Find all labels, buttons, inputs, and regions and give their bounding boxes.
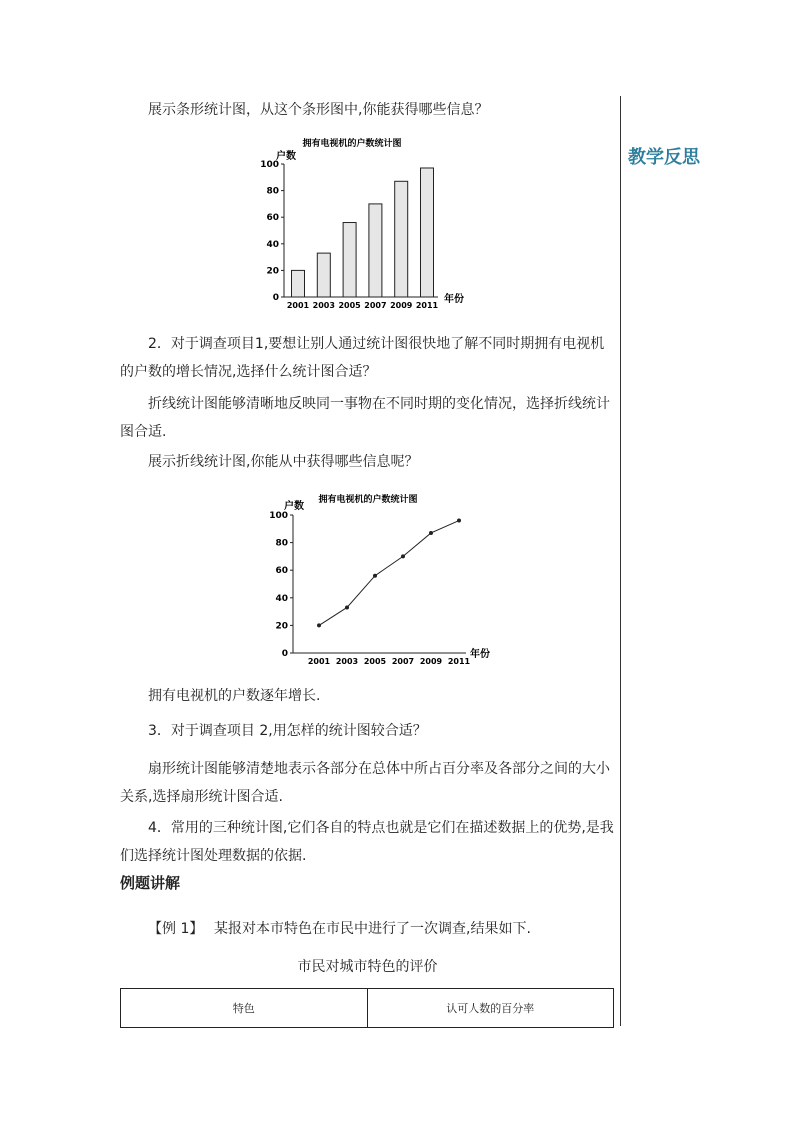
bar-chart-xlabel: 年份 (444, 294, 464, 305)
line-point-2009 (429, 531, 433, 535)
bar-2003 (317, 253, 330, 297)
line-chart-y-tick-label: 40 (275, 593, 288, 604)
bar-chart-x-tick-label: 2011 (415, 301, 439, 310)
bar-chart-x-tick-label: 2005 (338, 301, 361, 310)
paragraph-conclusion: 拥有电视机的户数逐年增长. (148, 688, 321, 704)
paragraph-bar-intro: 展示条形统计图，从这个条形图中,你能获得哪些信息？ (148, 102, 489, 118)
teaching-reflection-title: 教学反思 (628, 147, 700, 168)
line-chart-x-tick-label: 2003 (335, 657, 359, 666)
bar-chart-y-tick-label: 60 (266, 213, 279, 224)
line-chart-x-tick-label: 2011 (447, 657, 471, 666)
line-chart-y-tick-label: 80 (275, 538, 288, 549)
bar-chart-y-tick-label: 0 (272, 293, 279, 303)
bar-chart-x-tick-label: 2007 (364, 301, 387, 310)
paragraph-pie-reason: 扇形统计图能够清楚地表示各部分在总体中所占百分率及各部分之间的大小关系,选择扇形统计图合适. (120, 761, 610, 805)
evaluation-table (120, 988, 614, 1028)
line-point-2003 (345, 605, 349, 609)
column-divider (620, 96, 621, 1026)
bar-chart-title: 拥有电视机的户数统计图 (302, 139, 402, 149)
line-point-2001 (317, 623, 321, 627)
bar-2011 (421, 168, 434, 297)
paragraph-question-3: 3．对于调查项目 2,用怎样的统计图较合适？ (148, 723, 427, 739)
line-chart-x-tick-label: 2007 (391, 657, 415, 666)
line-chart-y-tick-label: 60 (275, 566, 288, 577)
bar-chart (258, 132, 478, 312)
paragraph-line-chart-reason: 折线统计图能够清晰地反映同一事物在不同时期的变化情况，选择折线统计图合适. (120, 396, 610, 440)
bar-chart-y-tick-label: 20 (266, 266, 279, 277)
line-chart-xlabel: 年份 (470, 649, 490, 660)
bar-chart-ylabel: 户数 (276, 151, 296, 162)
bar-chart-x-tick-label: 2001 (286, 301, 310, 310)
line-chart-x-tick-label: 2005 (363, 657, 387, 666)
line-point-2007 (401, 554, 405, 558)
bar-chart-y-tick-label: 100 (260, 160, 279, 170)
table-header-row (121, 989, 614, 1028)
line-chart-y-tick-label: 20 (275, 621, 288, 632)
table-title: 市民对城市特色的评价 (297, 959, 438, 975)
line-series (319, 521, 459, 626)
line-chart-x-tick-label: 2001 (307, 657, 331, 666)
line-chart-title: 拥有电视机的户数统计图 (318, 495, 418, 505)
paragraph-line-intro: 展示折线统计图,你能从中获得哪些信息呢？ (148, 454, 419, 470)
bar-2007 (369, 204, 382, 297)
line-chart-ylabel: 户数 (284, 501, 304, 512)
line-chart (266, 490, 496, 670)
example-label: 【例 1】 (148, 921, 204, 937)
line-chart-y-tick-label: 100 (269, 511, 288, 521)
bar-chart-x-tick-label: 2009 (390, 301, 413, 310)
line-chart-y-tick-label: 0 (281, 649, 288, 659)
line-chart-x-tick-label: 2009 (419, 657, 443, 666)
bar-2009 (395, 181, 408, 297)
bar-2001 (292, 270, 305, 297)
bar-2005 (343, 223, 356, 297)
bar-chart-y-tick-label: 40 (266, 239, 279, 250)
example-text: 某报对本市特色在市民中进行了一次调查,结果如下. (214, 921, 531, 937)
section-heading-examples: 例题讲解 (120, 874, 181, 892)
bar-chart-y-tick-label: 80 (266, 186, 279, 197)
bar-chart-x-tick-label: 2003 (312, 301, 335, 310)
table-header-percentage: 认可人数的百分率 (367, 989, 614, 1028)
table-header-feature: 特色 (121, 989, 368, 1028)
paragraph-question-4: 4．常用的三种统计图,它们各自的特点也就是它们在描述数据上的优势,是我们选择统计图处理数据的依据. (120, 820, 614, 864)
line-point-2005 (373, 574, 377, 578)
line-point-2011 (457, 519, 461, 523)
paragraph-question-2: 2．对于调查项目1,要想让别人通过统计图很快地了解不同时期拥有电视机的户数的增长情况,选择什么统计图合适？ (120, 336, 605, 380)
